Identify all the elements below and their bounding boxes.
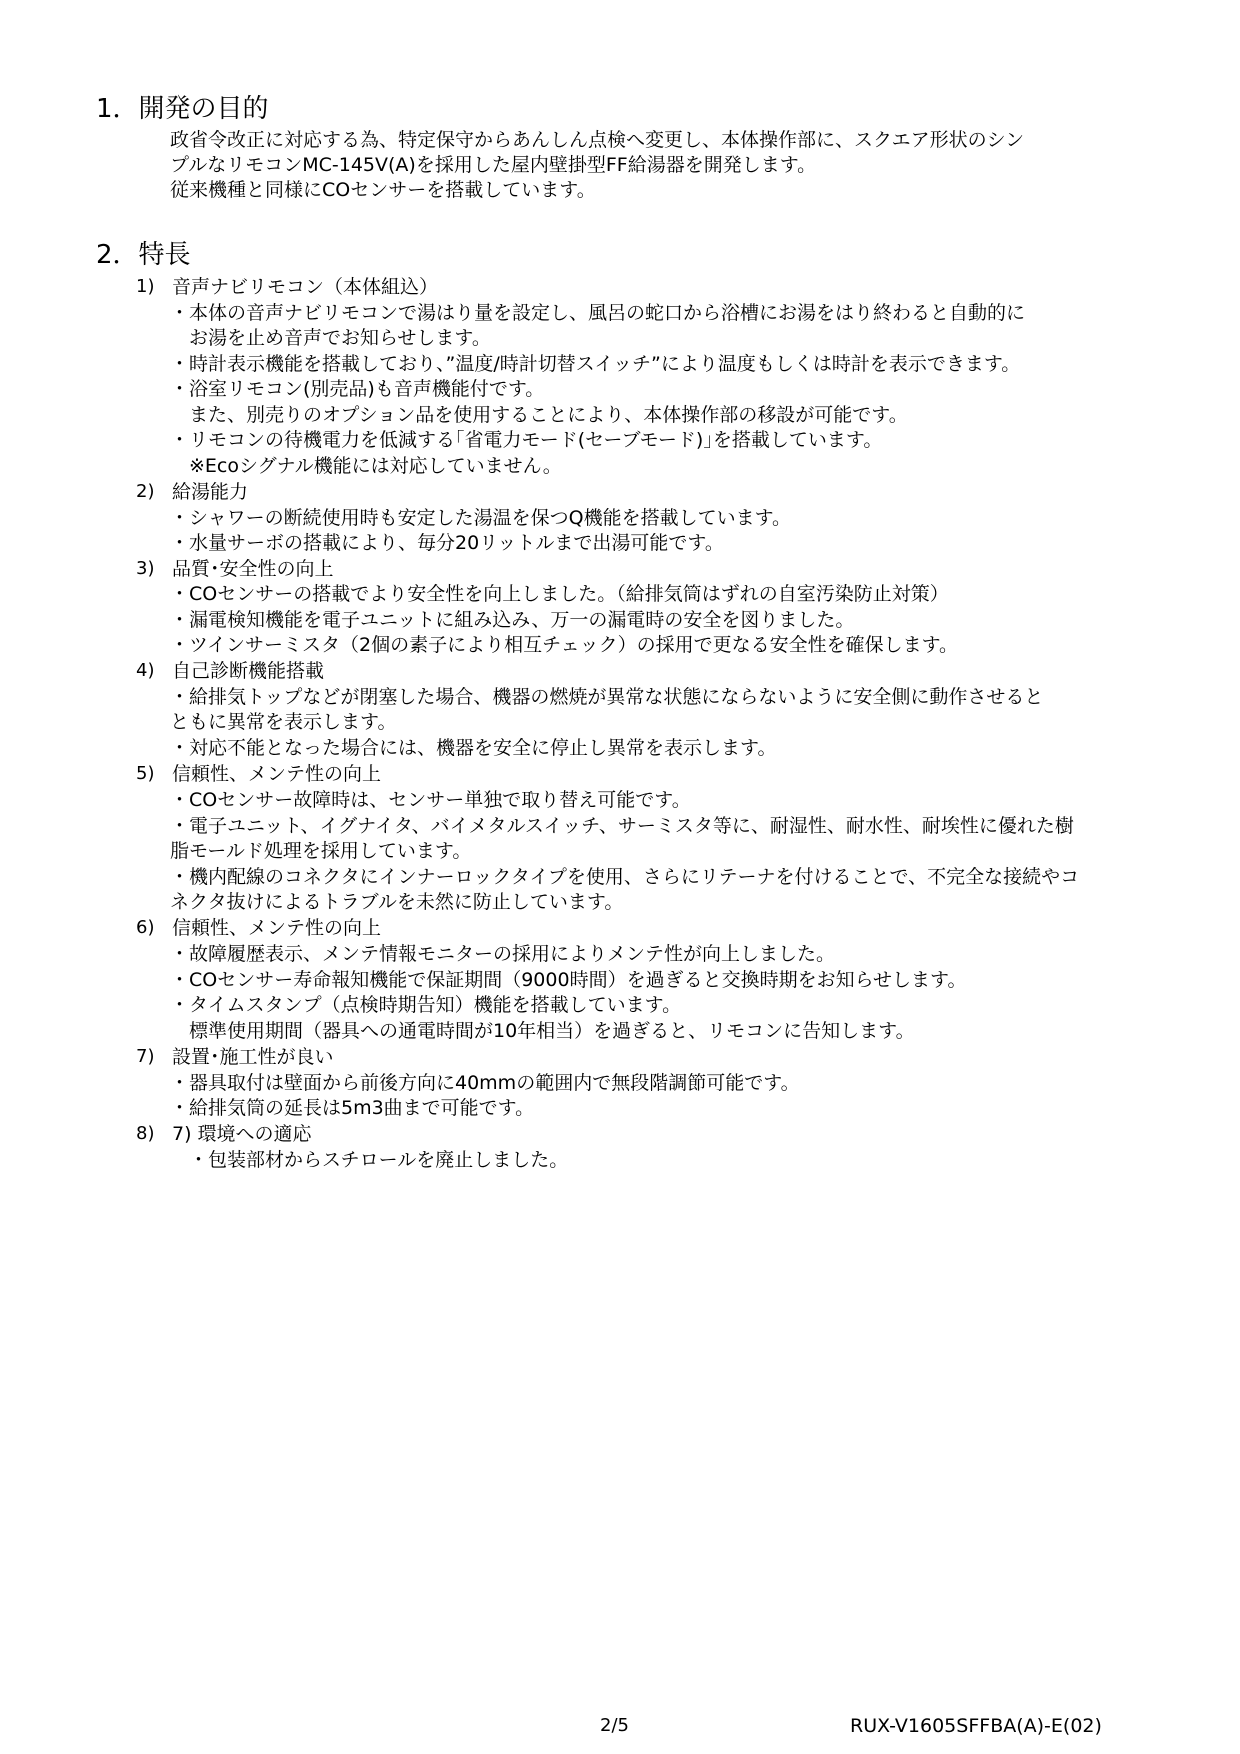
item-title: 設置･施工性が良い [172,1046,334,1068]
item-line: ・水量サーボの搭載により、毎分20リットルまで出湯可能です。 [170,532,724,554]
item-line: ※Ecoシグナル機能には対応していません。 [170,455,562,477]
item-line: ともに異常を表示します。 [170,711,397,733]
item-title: 信頼性、メンテ性の向上 [172,763,382,785]
page-number: 2/5 [600,1715,629,1736]
section1-line: 従来機種と同様にCOセンサーを搭載しています。 [170,179,596,201]
item-title: 音声ナビリモコン（本体組込） [172,276,439,298]
item-line: ・COセンサー寿命報知機能で保証期間（9000時間）を過ぎると交換時期をお知らせします。 [170,969,967,991]
item-number: 3) [136,558,155,579]
item-number: 2) [136,481,155,502]
item-line: 標準使用期間（器具への通電時間が10年相当）を過ぎると、リモコンに告知します。 [170,1020,915,1042]
item-number: 4) [136,660,155,681]
item-number: 6) [136,917,155,938]
item-title: 品質･安全性の向上 [172,558,334,580]
item-number: 7) [136,1046,155,1067]
section2-heading: 2．特長 [96,240,191,270]
item-title: 自己診断機能搭載 [172,660,325,682]
item-line: ・タイムスタンプ（点検時期告知）機能を搭載しています。 [170,994,682,1016]
item-line: ・シャワーの断続使用時も安定した湯温を保つQ機能を搭載しています。 [170,507,792,529]
item-number: 1) [136,276,155,297]
item-line: ・ツインサーミスタ（2個の素子により相互チェック）の採用で更なる安全性を確保します。 [170,634,959,656]
item-title: 給湯能力 [172,481,249,503]
item-line: ・故障履歴表示、メンテ情報モニターの採用によりメンテ性が向上しました。 [170,943,836,965]
item-line: ・リモコンの待機電力を低減する｢省電力モード(セーブモード)｣を搭載しています。 [170,429,883,451]
item-line: また、別売りのオプション品を使用することにより、本体操作部の移設が可能です。 [170,404,908,426]
item-title: 信頼性、メンテ性の向上 [172,917,382,939]
item-line: お湯を止め音声でお知らせします。 [170,327,491,349]
item-line: ・機内配線のコネクタにインナーロックタイプを使用、さらにリテーナを付けることで、不完全な接続やコ [170,866,1080,888]
section1-heading: 1．開発の目的 [96,94,269,124]
item-line: ・COセンサー故障時は、センサー単独で取り替え可能です。 [170,789,691,811]
item-number: 8) [136,1123,155,1144]
section1-line: プルなリモコンMC-145V(A)を採用した屋内壁掛型FF給湯器を開発します。 [170,154,817,176]
item-line: 脂モールド処理を採用しています。 [170,840,472,862]
item-line: ・包装部材からスチロールを廃止しました。 [170,1149,569,1171]
section1-line: 政省令改正に対応する為、特定保守からあんしん点検へ変更し、本体操作部に、スクエア形状のシン [170,129,1025,151]
item-line: ・COセンサーの搭載でより安全性を向上しました。（給排気筒はずれの自室汚染防止対策） [170,583,949,605]
document-code: RUX-V1605SFFBA(A)-E(02) [850,1715,1102,1737]
item-line: ネクタ抜けによるトラブルを未然に防止しています。 [170,891,624,913]
item-title: 7) 環境への適応 [172,1123,312,1145]
item-line: ・漏電検知機能を電子ユニットに組み込み、万一の漏電時の安全を図りました。 [170,609,855,631]
item-line: ・本体の音声ナビリモコンで湯はり量を設定し、風呂の蛇口から浴槽にお湯をはり終わると自動的に [170,302,1026,324]
item-line: ・給排気トップなどが閉塞した場合、機器の燃焼が異常な状態にならないように安全側に動作させると [170,686,1044,708]
item-number: 5) [136,763,155,784]
item-line: ・時計表示機能を搭載しており、”温度/時計切替スイッチ”により温度もしくは時計を表示できます。 [170,353,1021,375]
item-line: ・電子ユニット、イグナイタ、バイメタルスイッチ、サーミスタ等に、耐湿性、耐水性、耐埃性に優れた樹 [170,815,1074,837]
item-line: ・器具取付は壁面から前後方向に40mmの範囲内で無段階調節可能です。 [170,1072,800,1094]
item-line: ・浴室リモコン(別売品)も音声機能付です。 [170,378,545,400]
item-line: ・給排気筒の延長は5m3曲まで可能です。 [170,1097,535,1119]
item-line: ・対応不能となった場合には、機器を安全に停止し異常を表示します。 [170,737,777,759]
